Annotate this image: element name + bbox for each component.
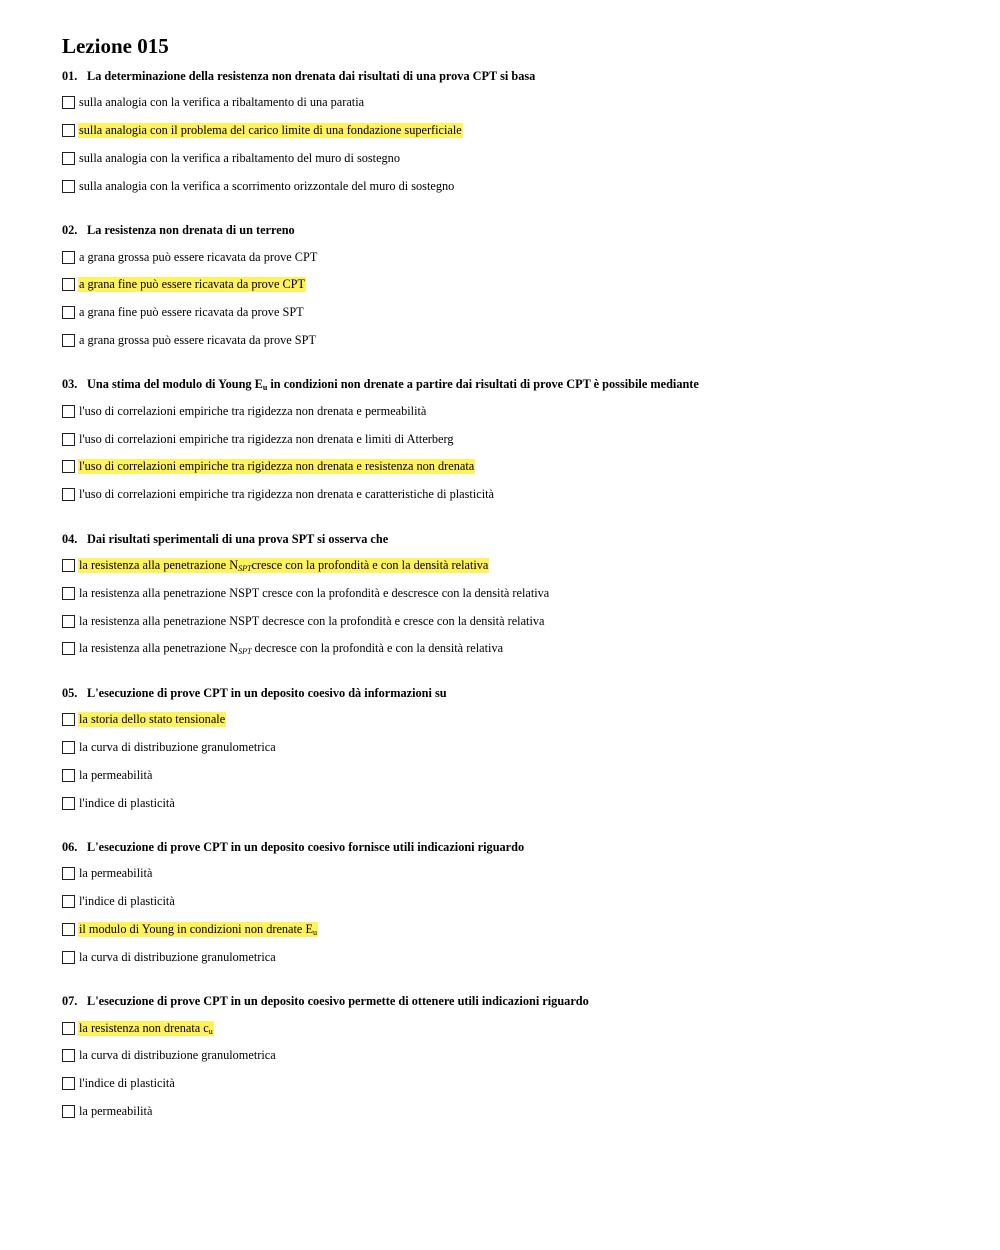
answer-checkbox[interactable] <box>62 278 75 291</box>
answer-checkbox[interactable] <box>62 895 75 908</box>
answer-option <box>62 327 962 355</box>
answer-checkbox[interactable] <box>62 152 75 165</box>
answer-checkbox[interactable] <box>62 559 75 572</box>
question-1 <box>62 68 962 200</box>
answer-checkbox[interactable] <box>62 124 75 137</box>
answer-text: la permeabilità <box>79 767 153 782</box>
answer-text: la permeabilità <box>79 1103 153 1118</box>
answer-text: sulla analogia con il problema del carico limite di una fondazione superficiale <box>79 123 462 138</box>
answer-text-part: la resistenza alla penetrazione N <box>79 557 239 572</box>
answer-text: a grana fine può essere ricavata da prove SPT <box>79 305 304 320</box>
answer-option <box>62 943 962 971</box>
answer-text: l'indice di plasticità <box>79 795 175 810</box>
answer-checkbox[interactable] <box>62 797 75 810</box>
answer-text: la permeabilità <box>79 866 153 881</box>
answer-option-correct <box>62 453 962 481</box>
answer-option <box>62 607 962 635</box>
question-title <box>62 222 962 238</box>
answer-checkbox[interactable] <box>62 433 75 446</box>
question-5 <box>62 685 962 817</box>
answer-checkbox[interactable] <box>62 923 75 936</box>
answer-text <box>78 922 318 937</box>
answer-text: la curva di distribuzione granulometrica <box>79 949 276 964</box>
answer-option <box>62 579 962 607</box>
question-text-part: in condizioni non drenate a partire dai risultati di prove CPT è possibile mediante <box>267 377 699 392</box>
answer-checkbox[interactable] <box>62 1049 75 1062</box>
answer-checkbox[interactable] <box>62 587 75 600</box>
answer-option <box>62 1042 962 1070</box>
answer-checkbox[interactable] <box>62 306 75 319</box>
question-title <box>62 68 962 84</box>
answer-option <box>62 243 962 271</box>
answer-option <box>62 172 962 200</box>
answer-checkbox[interactable] <box>62 741 75 754</box>
answer-option <box>62 860 962 888</box>
question-2 <box>62 222 962 354</box>
question-text: L'esecuzione di prove CPT in un deposito coesivo fornisce utili indicazioni riguardo <box>87 839 525 854</box>
answer-text: sulla analogia con la verifica a ribaltamento del muro di sostegno <box>79 150 400 165</box>
question-title <box>62 376 962 392</box>
question-text <box>87 377 699 391</box>
answer-text: l'uso di correlazioni empiriche tra rigidezza non drenata e permeabilità <box>79 403 427 418</box>
answer-option-correct <box>62 1014 962 1042</box>
answer-checkbox[interactable] <box>62 615 75 628</box>
answer-text: la resistenza alla penetrazione NSPT cresce con la profondità e descresce con la densità relativa <box>79 585 550 600</box>
question-text-part: Una stima del modulo di Young E <box>87 377 263 392</box>
answer-text: l'uso di correlazioni empiriche tra rigidezza non drenata e caratteristiche di plasticità <box>79 487 494 502</box>
answer-checkbox[interactable] <box>62 488 75 501</box>
question-number: 06. <box>62 839 78 854</box>
answer-text: la curva di distribuzione granulometrica <box>79 1048 276 1063</box>
answer-checkbox[interactable] <box>62 1022 75 1035</box>
answer-text: la storia dello stato tensionale <box>79 712 226 727</box>
answer-checkbox[interactable] <box>62 405 75 418</box>
question-title <box>62 839 962 855</box>
question-title <box>62 685 962 701</box>
question-number: 01. <box>62 69 78 83</box>
answer-option <box>62 397 962 425</box>
question-text: Dai risultati sperimentali di una prova SPT si osserva che <box>87 531 389 546</box>
page-title: Lezione 015 <box>62 34 169 58</box>
answer-text-part: il modulo di Young in condizioni non drenate E <box>79 921 313 936</box>
answer-text: l'uso di correlazioni empiriche tra rigidezza non drenata e limiti di Atterberg <box>79 431 454 446</box>
answer-checkbox[interactable] <box>62 334 75 347</box>
question-number: 04. <box>62 531 78 546</box>
question-title <box>62 993 962 1009</box>
answer-checkbox[interactable] <box>62 1077 75 1090</box>
answer-checkbox[interactable] <box>62 1105 75 1118</box>
answer-text: a grana grossa può essere ricavata da prove SPT <box>79 332 316 347</box>
answer-checkbox[interactable] <box>62 96 75 109</box>
answer-option <box>62 481 962 509</box>
question-number: 02. <box>62 223 78 238</box>
answer-checkbox[interactable] <box>62 251 75 264</box>
subscript: SPT <box>238 647 252 657</box>
answer-option <box>62 761 962 789</box>
answer-text-part: la resistenza non drenata c <box>79 1020 209 1035</box>
question-6 <box>62 839 962 971</box>
question-number: 05. <box>62 685 78 700</box>
question-text: La resistenza non drenata di un terreno <box>87 223 295 238</box>
subscript: u <box>208 1026 213 1036</box>
answer-option-correct <box>62 916 962 944</box>
answer-text: la resistenza alla penetrazione NSPT decresce con la profondità e cresce con la densità relativa <box>79 613 545 628</box>
question-3 <box>62 376 962 508</box>
answer-option-correct <box>62 117 962 145</box>
answer-text <box>78 558 489 573</box>
answer-text: l'indice di plasticità <box>79 894 175 909</box>
answer-option <box>62 1098 962 1126</box>
answer-text: sulla analogia con la verifica a ribaltamento di una paratia <box>79 95 365 110</box>
answer-text: l'indice di plasticità <box>79 1076 175 1091</box>
answer-option <box>62 145 962 173</box>
question-title <box>62 531 962 547</box>
answer-checkbox[interactable] <box>62 713 75 726</box>
answer-option <box>62 299 962 327</box>
subscript: SPT <box>238 563 252 573</box>
answer-text-part: la resistenza alla penetrazione N <box>79 641 239 656</box>
answer-option <box>62 89 962 117</box>
answer-checkbox[interactable] <box>62 951 75 964</box>
answer-option <box>62 888 962 916</box>
answer-text: a grana fine può essere ricavata da prove CPT <box>79 277 306 292</box>
answer-checkbox[interactable] <box>62 642 75 655</box>
answer-option <box>62 425 962 453</box>
question-4 <box>62 531 962 663</box>
subscript: u <box>312 927 317 937</box>
answer-option <box>62 635 962 663</box>
answer-checkbox[interactable] <box>62 460 75 473</box>
answer-option <box>62 734 962 762</box>
answer-text: la curva di distribuzione granulometrica <box>79 739 276 754</box>
question-text: La determinazione della resistenza non drenata dai risultati di una prova CPT si basa <box>87 69 536 83</box>
answer-text: sulla analogia con la verifica a scorrimento orizzontale del muro di sostegno <box>79 178 455 193</box>
answer-option <box>62 789 962 817</box>
question-number: 03. <box>62 377 78 392</box>
answer-text-part: cresce con la profondità e con la densità relativa <box>251 557 489 572</box>
answer-text-part: decresce con la profondità e con la densità relativa <box>251 641 504 656</box>
question-7 <box>62 993 962 1125</box>
question-number: 07. <box>62 994 78 1009</box>
answer-text <box>78 1021 214 1036</box>
answer-text <box>78 641 504 656</box>
answer-checkbox[interactable] <box>62 180 75 193</box>
subscript: u <box>262 383 268 393</box>
answer-checkbox[interactable] <box>62 867 75 880</box>
answer-text: l'uso di correlazioni empiriche tra rigidezza non drenata e resistenza non drenata <box>79 459 475 474</box>
question-text: L'esecuzione di prove CPT in un deposito coesivo permette di ottenere utili indicazioni riguardo <box>87 994 589 1009</box>
answer-text: a grana grossa può essere ricavata da prove CPT <box>79 249 318 264</box>
answer-option-correct <box>62 552 962 580</box>
question-text: L'esecuzione di prove CPT in un deposito coesivo dà informazioni su <box>87 685 447 700</box>
page <box>62 34 962 1125</box>
answer-option-correct <box>62 706 962 734</box>
answer-checkbox[interactable] <box>62 769 75 782</box>
answer-option <box>62 1070 962 1098</box>
answer-option-correct <box>62 271 962 299</box>
